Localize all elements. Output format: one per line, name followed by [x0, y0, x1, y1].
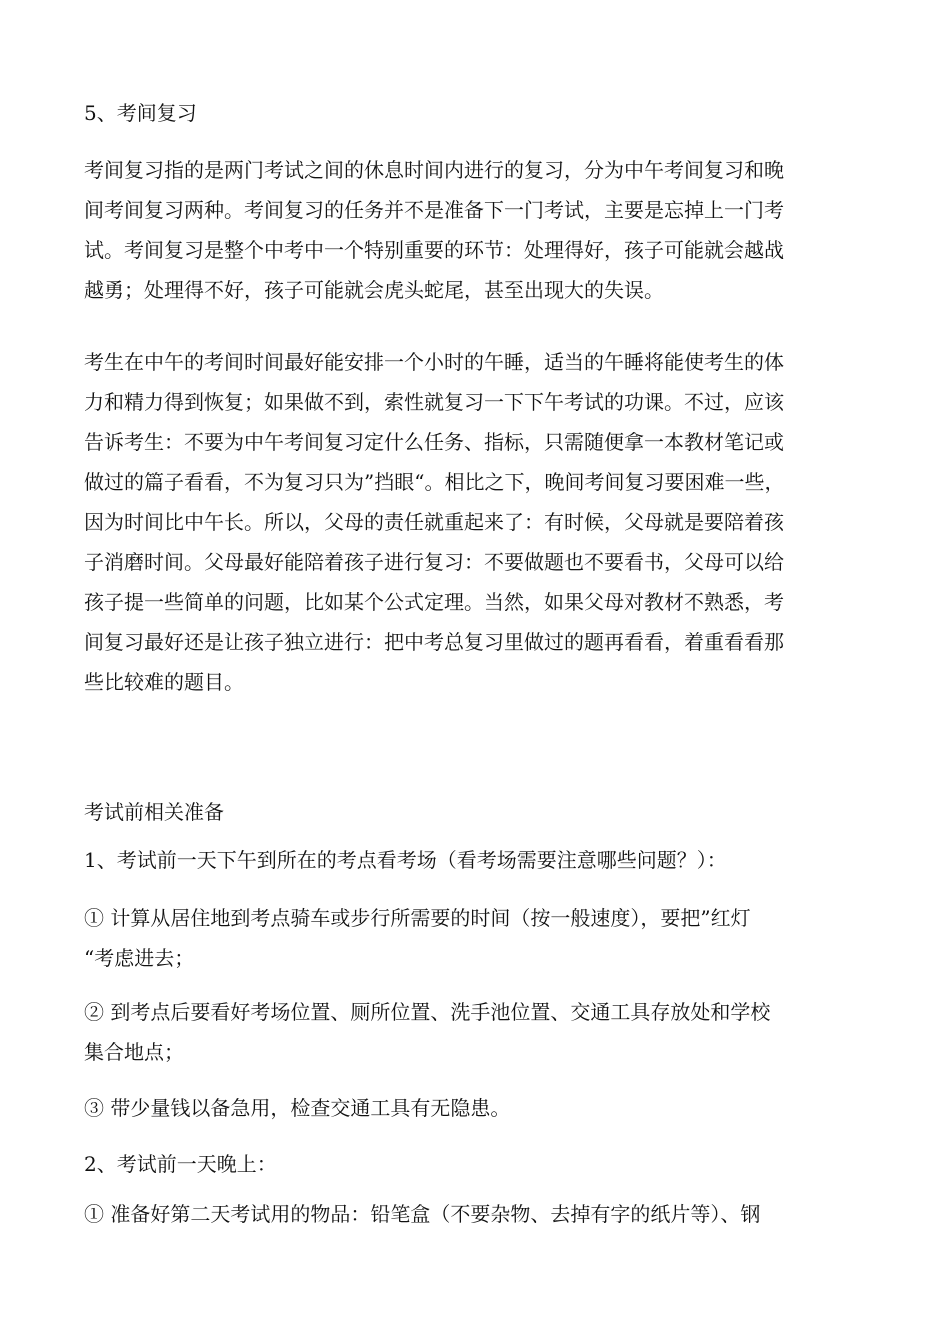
sub-item-prepare-supplies: ① 准备好第二天考试用的物品：铅笔盒（不要杂物、去掉有字的纸片等）、钢 — [84, 1202, 761, 1226]
section-heading: 5、考间复习 — [84, 101, 197, 125]
list-item-day-before-afternoon: 1、考试前一天下午到所在的考点看考场（看考场需要注意哪些问题？）： — [84, 848, 727, 872]
sub-item-travel-time: ① 计算从居住地到考点骑车或步行所需要的时间（按一般速度），要把”红灯 “考虑进去； — [84, 906, 751, 970]
paragraph-exam-interval-review: 考间复习指的是两门考试之间的休息时间内进行的复习，分为中午考间复习和晚 间考间复习两种。考间复习的任务并不是准备下一门考试，主要是忘掉上一门考 试。考间复习是整个中考中一个特别重要的环节：处理得好，孩子可能就会越战 越勇；处理得不好，孩子可能就会虎头蛇尾，甚至出现大的失误。 — [84, 158, 784, 302]
preparation-heading: 考试前相关准备 — [84, 800, 224, 824]
sub-item-money-check: ③ 带少量钱以备急用，检查交通工具有无隐患。 — [84, 1096, 511, 1120]
sub-item-locations: ② 到考点后要看好考场位置、厕所位置、洗手池位置、交通工具存放处和学校 集合地点； — [84, 1000, 771, 1064]
list-item-day-before-evening: 2、考试前一天晚上： — [84, 1152, 277, 1176]
paragraph-noon-and-evening-review: 考生在中午的考间时间最好能安排一个小时的午睡，适当的午睡将能使考生的体 力和精力得到恢复；如果做不到，索性就复习一下下午考试的功课。不过，应该 告诉考生：不要为中午考间复习定什么任务、指标，只需随便拿一本教材笔记或 做过的篇子看看，不为复习只为”挡眼“。相比之下，晚间考间复习要困难一些， 因为时间比中午长。所以，父母的责任就重起来了：有时候，父母就是要陪着孩 子消磨时间。父母最好能陪着孩子进行复习：不要做题也不要看书，父母可以给 孩子提一些简单的问题，比如某个公式定理。当然，如果父母对教材不熟悉，考 间复习最好还是让孩子独立进行：把中考总复习里做过的题再看看，着重看看那 些比较难的题目。 — [84, 350, 785, 694]
